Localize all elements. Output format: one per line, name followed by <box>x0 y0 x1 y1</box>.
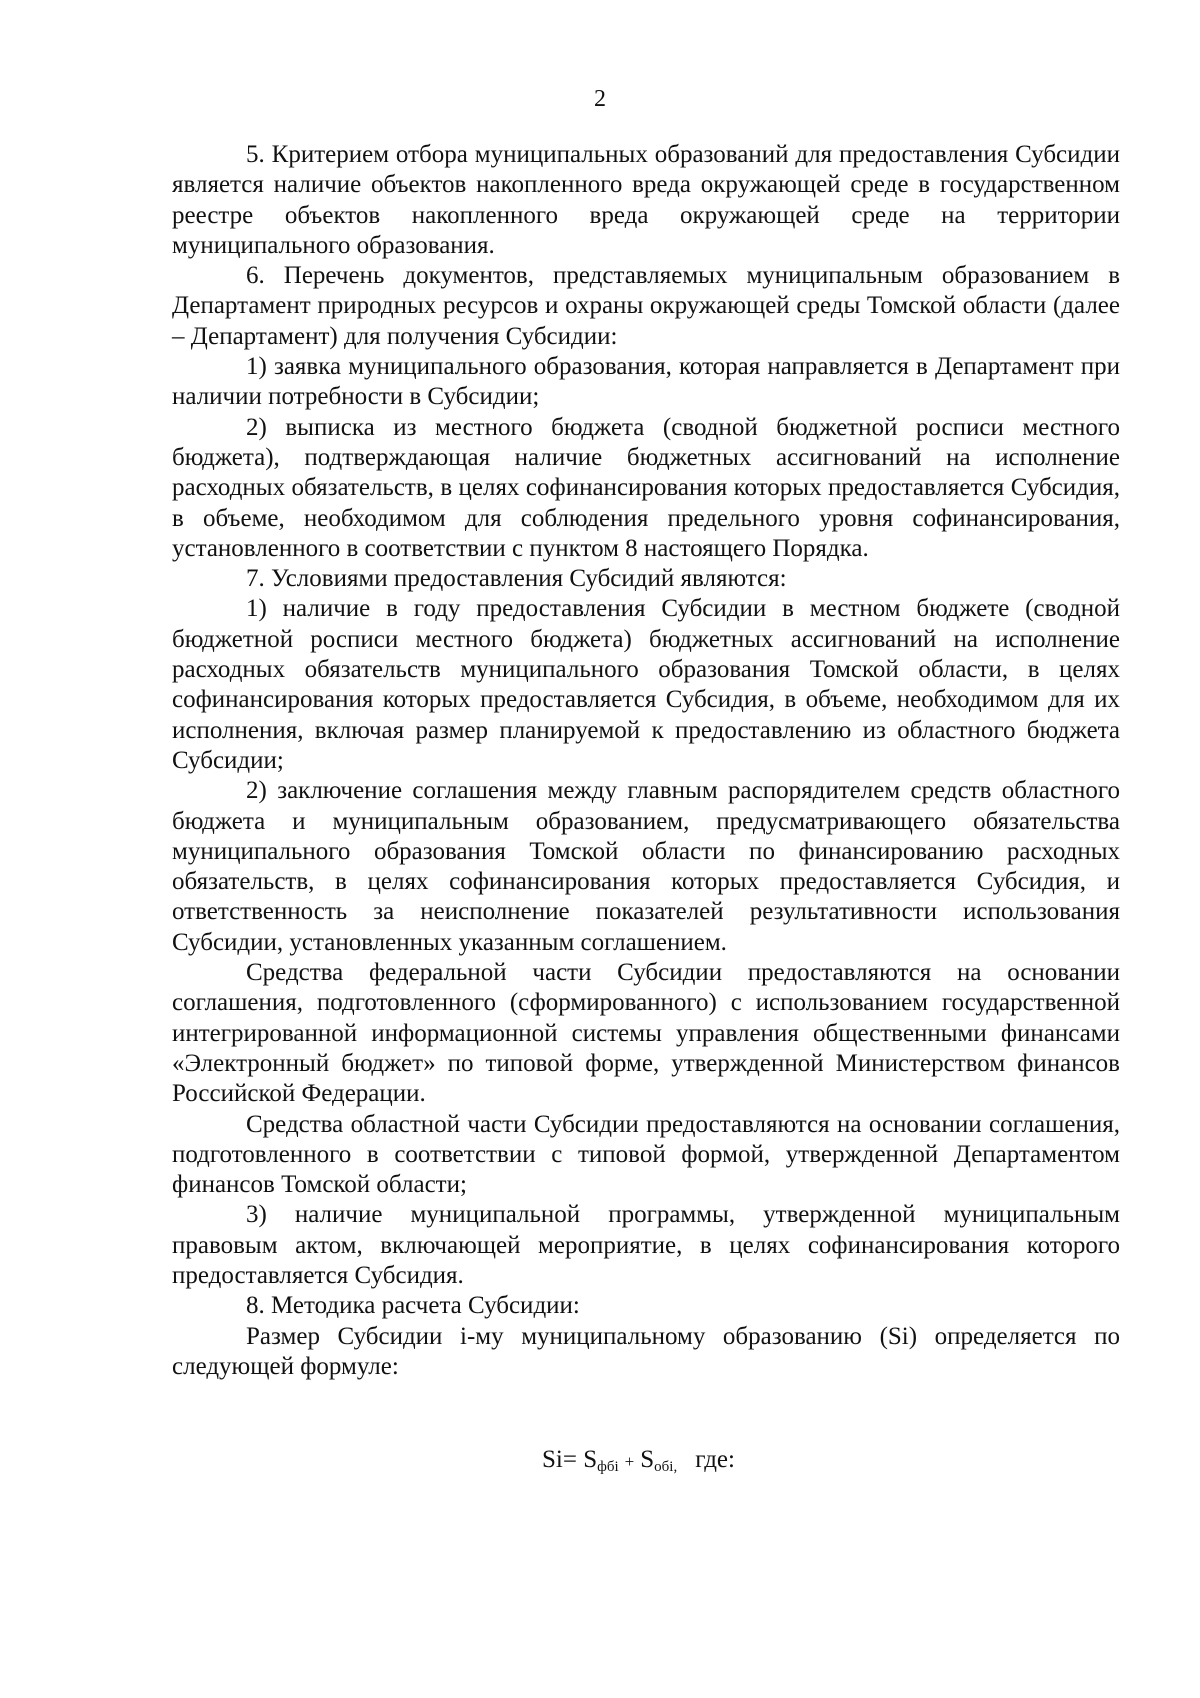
formula-term-2-base: S <box>640 1446 655 1473</box>
paragraph-subsidy-size: Размер Субсидии i-му муниципальному образованию (Si) определяется по следующей формуле: <box>172 1322 1120 1380</box>
paragraph-condition-1: 1) наличие в году предоставления Субсидии в местном бюджете (сводной бюджетной росписи местного бюджета) бюджетных ассигнований на исполнение расходных обязательств муниципального образования Томской области, в целях софинансирования которых предоставляется Субсидия, в объеме, необходимом для их исполнения, включая размер планируемой к предоставлению из областного бюджета Субсидии; <box>172 595 1120 774</box>
paragraph-application: 1) заявка муниципального образования, которая направляется в Департамент при наличии потребности в Субсидии; <box>172 353 1120 411</box>
paragraph-methodology: 8. Методика расчета Субсидии: <box>246 1292 580 1320</box>
formula-lhs: Si= <box>542 1446 577 1473</box>
paragraph-criterion: 5. Критерием отбора муниципальных образований для предоставления Субсидии является наличие объектов накопленного вреда окружающей среде в государственном реестре объектов накопленного вреда окружающей среде на территории муниципального образования. <box>172 141 1120 259</box>
paragraph-regional-funds: Средства областной части Субсидии предоставляются на основании соглашения, подготовленного в соответствии с типовой формой, утвержденной Департаментом финансов Томской области; <box>172 1110 1120 1199</box>
document-body <box>172 140 1120 1382</box>
formula-term-2 <box>640 1446 677 1473</box>
paragraph-condition-3: 3) наличие муниципальной программы, утвержденной муниципальным правовым актом, включающей мероприятие, в целях софинансирования которого предоставляется Субсидия. <box>172 1201 1120 1289</box>
formula-tail: где: <box>695 1446 735 1473</box>
formula-term-1-subscript: фбi <box>597 1459 619 1475</box>
formula-expression <box>542 1444 735 1478</box>
paragraph-documents-list: 6. Перечень документов, представляемых муниципальным образованием в Департамент природных ресурсов и охраны окружающей среды Томской области (далее – Департамент) для получения Субсидии: <box>172 262 1120 350</box>
formula-operator: + <box>624 1452 635 1471</box>
paragraph-budget-extract: 2) выписка из местного бюджета (сводной бюджетной росписи местного бюджета), подтверждающая наличие бюджетных ассигнований на исполнение расходных обязательств, в целях софинансирования которых предоставляется Субсидия, в объеме, необходимом для соблюдения предельного уровня софинансирования, установленного в соответствии с пунктом 8 настоящего Порядка. <box>172 413 1120 562</box>
paragraph-federal-funds: Средства федеральной части Субсидии предоставляются на основании соглашения, подготовленного (сформированного) с использованием государственной интегрированной информационной системы управления общественными финансами «Электронный бюджет» по типовой форме, утвержденной Министерством финансов Российской Федерации. <box>172 959 1120 1108</box>
formula-term-1 <box>583 1446 618 1473</box>
paragraph-conditions: 7. Условиями предоставления Субсидий являются: <box>246 565 787 593</box>
paragraph-condition-2: 2) заключение соглашения между главным распорядителем средств областного бюджета и муниципальным образованием, предусматривающего обязательства муниципального образования Томской области по финансированию расходных обязательств, в целях софинансирования которых предоставляется Субсидия, и ответственность за неисполнение показателей результативности использования Субсидии, установленных указанным соглашением. <box>172 777 1120 956</box>
formula-term-2-subscript: обi, <box>654 1459 678 1475</box>
page-number: 2 <box>594 86 606 112</box>
formula-term-1-base: S <box>583 1446 598 1473</box>
